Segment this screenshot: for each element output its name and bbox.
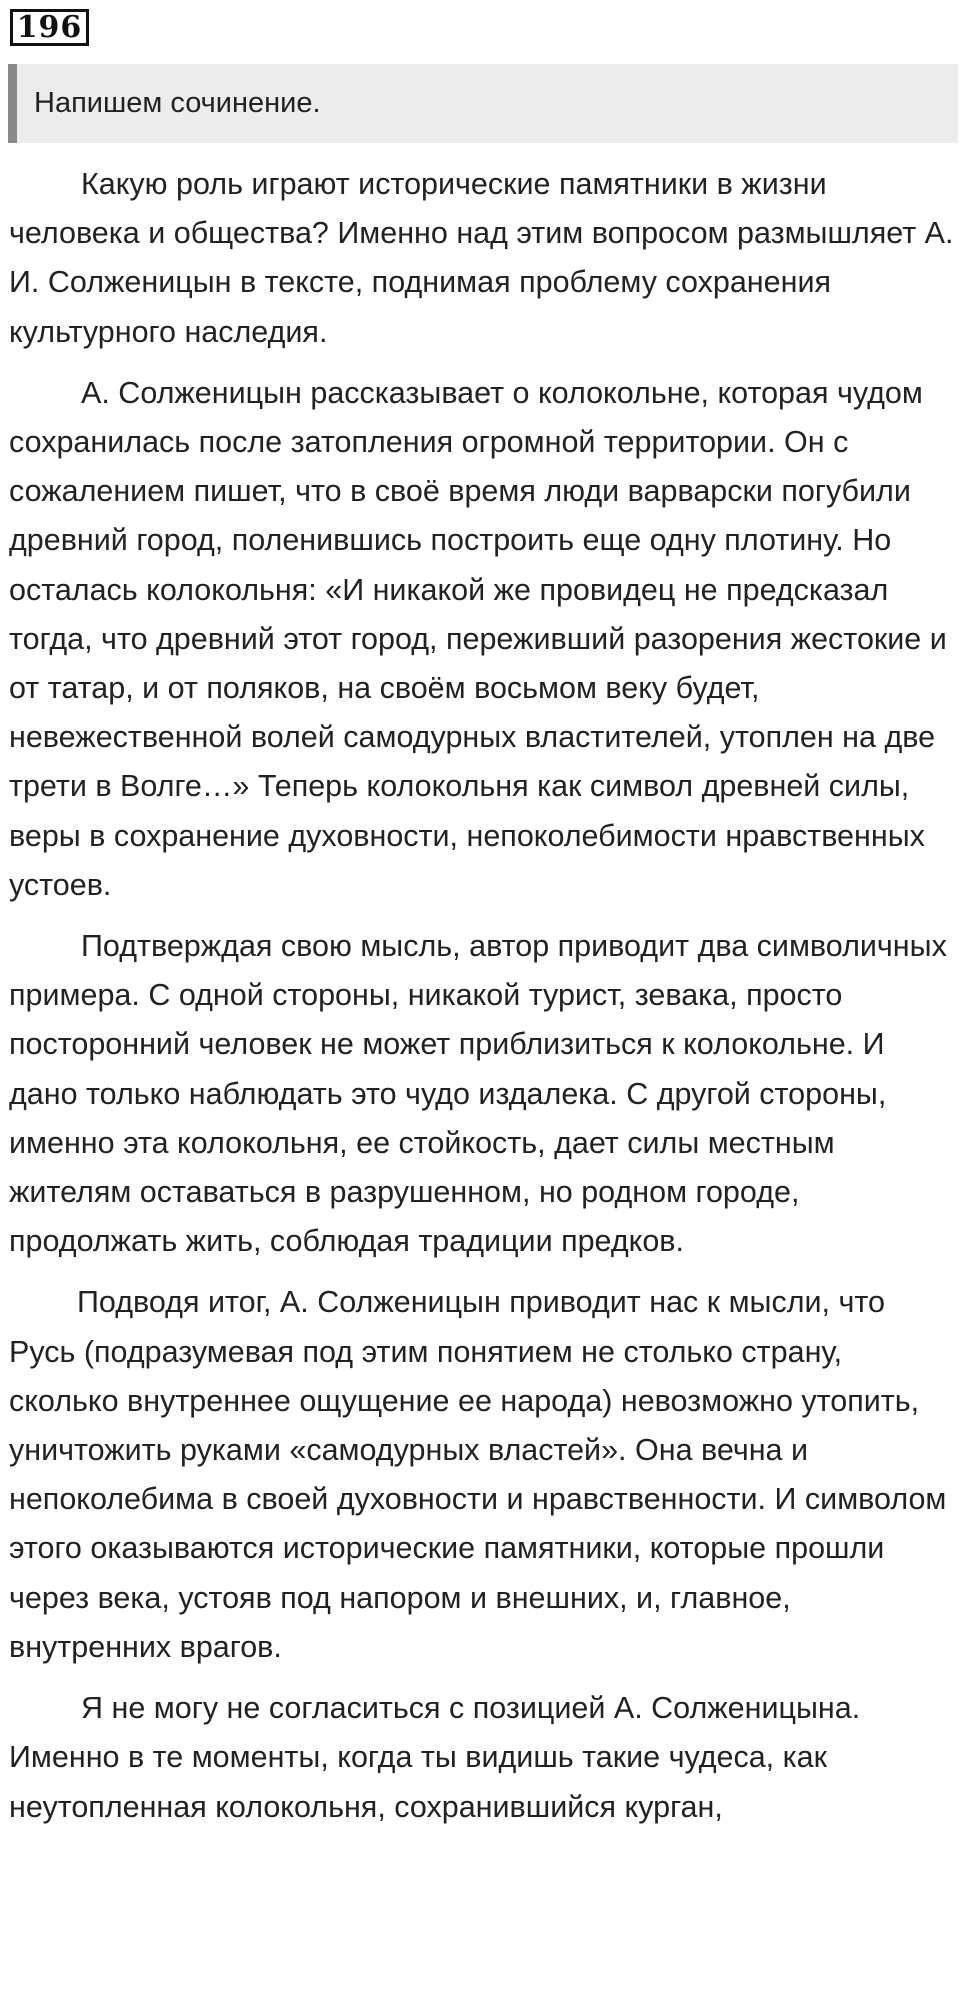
essay-paragraph-1: Какую роль играют исторические памятники в жизни человека и общества? Именно над этим вопросом размышляет А. И. Солженицын в тексте, поднимая проблему сохранения культурного наследия. bbox=[9, 167, 954, 349]
essay-paragraph-2: А. Солженицын рассказывает о колокольне, которая чудом сохранилась после затопления огромной территории. Он с сожалением пишет, что в своё время люди варварски погубили древний город, поленившись построить еще одну плотину. Но осталась колокольня: «И никакой же провидец не предсказал тогда, что древний этот город, переживший разорения жестокие и от татар, и от поляков, на своём восьмом веку будет, невежественной волей самодурных властителей, утоплен на две трети в Волге…» Теперь колокольня как символ древней силы, веры в сохранение духовности, непоколебимости нравственных устоев. bbox=[9, 375, 947, 902]
essay-paragraph-5: Я не могу не согласиться с позицией А. Солженицына. Именно в те моменты, когда ты видишь такие чудеса, как неутопленная колокольня, сохранившийся курган, bbox=[9, 1691, 861, 1824]
task-number-badge: 196 bbox=[10, 9, 89, 46]
essay-text bbox=[9, 160, 957, 1844]
task-instruction-banner: Напишем сочинение. bbox=[8, 64, 958, 143]
essay-paragraph-3: Подтверждая свою мысль, автор приводит два символичных примера. С одной стороны, никакой турист, зевака, просто посторонний человек не может приблизиться к колокольне. И дано только наблюдать это чудо издалека. С другой стороны, именно эта колокольня, ее стойкость, дает силы местным жителям оставаться в разрушенном, но родном городе, продолжать жить, соблюдая традиции предков. bbox=[9, 929, 947, 1259]
essay-paragraph-4: Подводя итог, А. Солженицын приводит нас к мысли, что Русь (подразумевая под этим понятием не столько страну, сколько внутреннее ощущение ее народа) невозможно утопить, уничтожить руками «самодурных властей». Она вечна и непоколебима в своей духовности и нравственности. И символом этого оказываются исторические памятники, которые прошли через века, устояв под напором и внешних, и, главное, внутренних врагов. bbox=[9, 1285, 947, 1664]
